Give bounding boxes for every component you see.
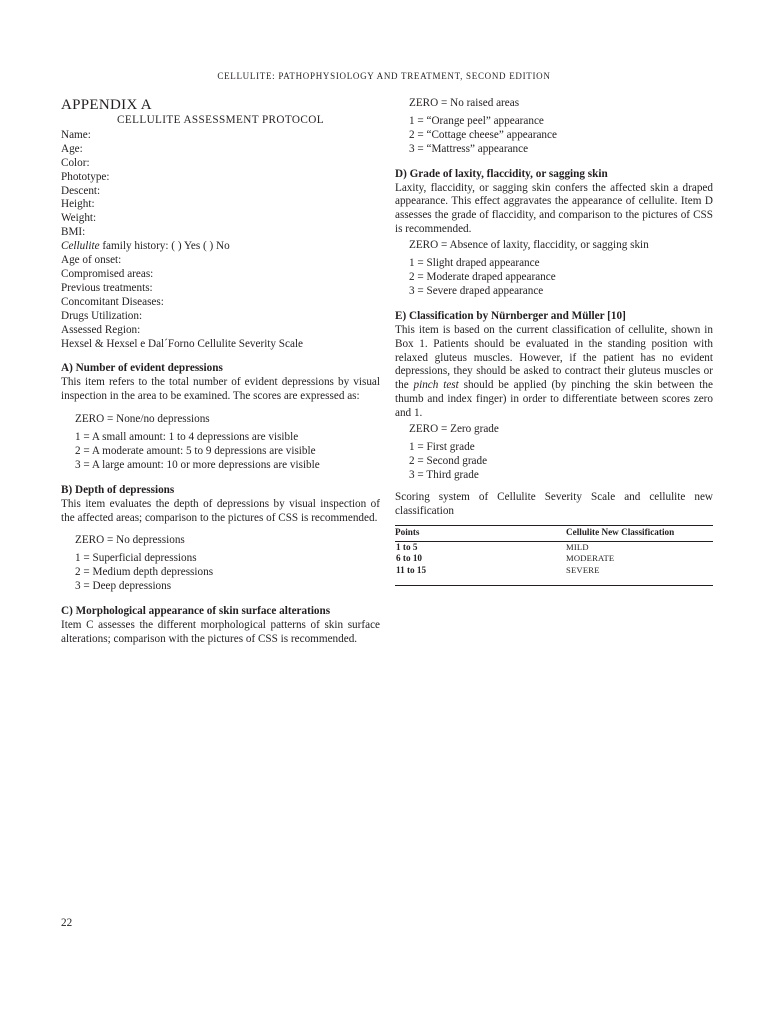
scoring-table xyxy=(395,525,713,586)
section-e-text-part-1: This item is based on the current classification of cellulite, shown in Box 1. Patients should be evaluated in the standing position with relaxed gluteus muscles. However, if the patient has no evident depressions, they should be asked to contract their gluteus muscles or the xyxy=(395,323,713,392)
section-b-score-2: 2 = Medium depth depressions xyxy=(75,566,214,579)
section-d-heading: D) Grade of laxity, flaccidity, or sagging skin xyxy=(395,167,608,180)
section-c-score-3: 3 = “Mattress” appearance xyxy=(409,142,529,155)
field-weight: Weight: xyxy=(61,212,97,225)
section-e-heading: E) Classification by Nürnberger and Müller [10] xyxy=(395,309,626,322)
field-scale-name: Hexsel & Hexsel e Dal´Forno Cellulite Severity Scale xyxy=(61,337,304,350)
section-c-zero: ZERO = No raised areas xyxy=(409,97,520,109)
table-row xyxy=(395,541,713,553)
field-family-history xyxy=(61,240,380,254)
section-e-score-1: 1 = First grade xyxy=(409,440,475,453)
section-c-heading: C) Morphological appearance of skin surface alterations xyxy=(61,605,331,618)
field-color: Color: xyxy=(61,156,90,169)
family-history-italic: Cellulite xyxy=(61,240,100,253)
section-e-score-2: 2 = Second grade xyxy=(409,454,488,467)
field-phototype: Phototype: xyxy=(61,170,110,183)
section-a-scores xyxy=(75,431,380,473)
section-a-zero: ZERO = None/no depressions xyxy=(75,413,210,426)
row-points: 6 to 10 xyxy=(396,553,423,564)
section-c-score-1: 1 = “Orange peel” appearance xyxy=(409,114,544,127)
family-history-text: family history: ( ) Yes ( ) No xyxy=(99,240,230,253)
right-column xyxy=(395,97,713,586)
field-drugs-utilization: Drugs Utilization: xyxy=(61,309,143,322)
section-a-heading: A) Number of evident depressions xyxy=(61,362,223,375)
header-points: Points xyxy=(395,526,566,542)
running-head: CELLULITE: PATHOPHYSIOLOGY AND TREATMENT, SECOND EDITION xyxy=(217,71,551,81)
field-descent: Descent: xyxy=(61,184,101,197)
row-classification: SEVERE xyxy=(566,564,600,575)
section-b-heading: B) Depth of depressions xyxy=(61,483,175,496)
section-d-score-2: 2 = Moderate draped appearance xyxy=(409,270,556,283)
row-classification: MILD xyxy=(566,541,589,552)
section-e-text-italic: pinch test xyxy=(413,379,459,392)
section-d-scores xyxy=(409,257,713,299)
field-concomitant-diseases: Concomitant Diseases: xyxy=(61,295,164,308)
row-classification: MODERATE xyxy=(566,553,615,564)
field-age-of-onset: Age of onset: xyxy=(61,254,122,267)
section-a-text: This item refers to the total number of evident depressions by visual inspection in the area to be examined. The scores are expressed as: xyxy=(61,376,380,403)
left-column xyxy=(61,97,380,647)
section-e-zero: ZERO = Zero grade xyxy=(409,423,499,436)
scoring-table-header-row xyxy=(395,526,713,542)
field-previous-treatments: Previous treatments: xyxy=(61,281,153,294)
section-e xyxy=(395,310,713,483)
section-a xyxy=(61,362,380,472)
section-b-zero: ZERO = No depressions xyxy=(75,534,185,547)
section-b xyxy=(61,484,380,594)
appendix-title: APPENDIX A xyxy=(61,97,152,113)
patient-fields xyxy=(61,129,380,352)
field-assessed-region: Assessed Region: xyxy=(61,323,141,336)
section-a-score-2: 2 = A moderate amount: 5 to 9 depressions are visible xyxy=(75,444,316,457)
section-d-score-3: 3 = Severe draped appearance xyxy=(409,284,544,297)
section-e-text-part-2: should be applied (by pinching the skin between the thumb and index finger) in order to differentiate between scores zero and 1. xyxy=(395,379,713,420)
field-name: Name: xyxy=(61,128,91,141)
section-c-scores xyxy=(409,115,713,157)
section-b-score-3: 3 = Deep depressions xyxy=(75,580,172,593)
row-points: 11 to 15 xyxy=(396,564,427,575)
page-number: 22 xyxy=(61,917,73,929)
section-e-score-3: 3 = Third grade xyxy=(409,468,479,481)
header-classification: Cellulite New Classification xyxy=(566,526,713,542)
section-d-score-1: 1 = Slight draped appearance xyxy=(409,257,540,270)
section-a-score-3: 3 = A large amount: 10 or more depressions are visible xyxy=(75,458,320,471)
section-c-score-2: 2 = “Cottage cheese” appearance xyxy=(409,128,557,141)
field-height: Height: xyxy=(61,198,95,211)
section-a-score-1: 1 = A small amount: 1 to 4 depressions are visible xyxy=(75,431,299,444)
field-bmi: BMI: xyxy=(61,226,86,239)
row-points: 1 to 5 xyxy=(396,541,418,552)
section-e-text xyxy=(395,324,713,421)
scoring-caption: Scoring system of Cellulite Severity Scale and cellulite new classification xyxy=(395,490,713,517)
table-row xyxy=(395,565,713,586)
section-e-scores xyxy=(409,441,713,483)
section-c xyxy=(61,605,380,647)
section-b-scores xyxy=(75,552,380,594)
field-compromised-areas: Compromised areas: xyxy=(61,267,154,280)
section-d-zero: ZERO = Absence of laxity, flaccidity, or sagging skin xyxy=(409,239,649,252)
field-age: Age: xyxy=(61,142,83,155)
section-d-text: Laxity, flaccidity, or sagging skin confers the affected skin a draped appearance. This effect aggravates the appearance of cellulite. Item D assesses the grade of flaccidity, and comparison to the pictures of CSS is recommended. xyxy=(395,181,713,236)
protocol-title: CELLULITE ASSESSMENT PROTOCOL xyxy=(117,114,324,126)
section-b-score-1: 1 = Superficial depressions xyxy=(75,552,197,565)
table-row xyxy=(395,553,713,565)
section-b-text: This item evaluates the depth of depressions by visual inspection of the affected areas; comparison to the pictures of CSS is recommended. xyxy=(61,497,380,524)
section-d xyxy=(395,168,713,299)
section-c-text: Item C assesses the different morphological patterns of skin surface alterations; comparison with the pictures of CSS is recommended. xyxy=(61,619,380,645)
